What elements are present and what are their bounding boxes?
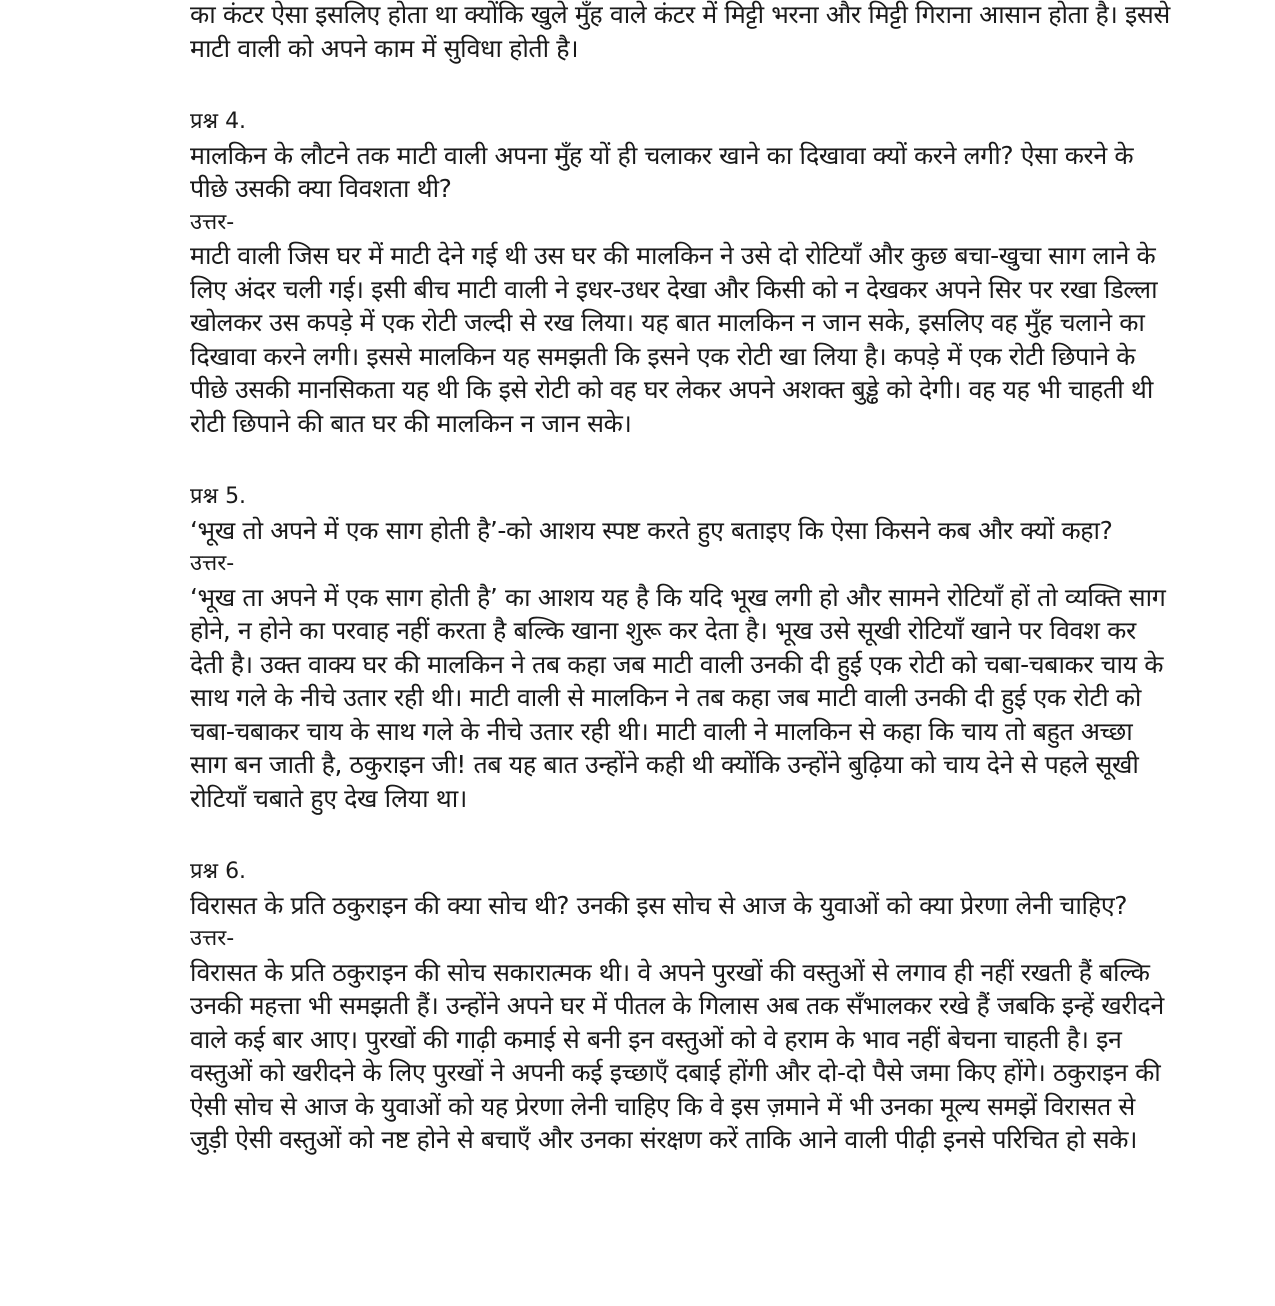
answer-text: ‘भूख ता अपने में एक साग होती है’ का आशय यह है कि यदि भूख लगी हो और सामने रोटियाँ हों तो व्यक्ति साग होने, न होने का परवाह नहीं करता है बल्कि खाना शुरू कर देता है। भूख उसे सूखी रोटियाँ खाने पर विवश कर देती है। उक्त वाक्य घर की मालकिन ने तब कहा जब माटी वाली उनकी दी हुई एक रोटी को चबा-चबाकर चाय के साथ गले के नीचे उतार रही थी। माटी वाली से मालकिन ने तब कहा जब माटी वाली उनकी दी हुई एक रोटी को चबा-चबाकर चाय के साथ गले के नीचे उतार रही थी। माटी वाली ने मालकिन से कहा कि चाय तो बहुत अच्छा साग बन जाती है, ठकुराइन जी! तब यह बात उन्होंने कही थी क्योंकि उन्होंने बुढ़िया को चाय देने से पहले सूखी रोटियाँ चबाते हुए देख लिया था। [190,582,1166,813]
question-number: प्रश्न 4. [190,109,247,134]
question-text: ‘भूख तो अपने में एक साग होती है’-को आशय स्पष्ट करते हुए बताइए कि ऐसा किसने कब और क्यों कहा? [190,515,1113,545]
question-number: प्रश्न 6. [190,859,247,884]
question-text: मालकिन के लौटने तक माटी वाली अपना मुँह यों ही चलाकर खाने का दिखावा क्यों करने लगी? ऐसा करने के पीछे उसकी क्या विवशता थी? [190,140,1134,203]
answer-text: विरासत के प्रति ठकुराइन की सोच सकारात्मक थी। वे अपने पुरखों की वस्तुओं से लगाव ही नहीं रखती हैं बल्कि उनकी महत्ता भी समझती हैं। उन्होंने अपने घर में पीतल के गिलास अब तक सँभालकर रखे हैं जबकि इन्हें खरीदने वाले कई बार आए। पुरखों की गाढ़ी कमाई से बनी इन वस्तुओं को वे हराम के भाव नहीं बेचना चाहती है। इन वस्तुओं को खरीदने के लिए पुरखों ने अपनी कई इच्छाएँ दबाई होंगी और दो-दो पैसे जमा किए होंगे। ठकुराइन की ऐसी सोच से आज के युवाओं को यह प्रेरणा लेनी चाहिए कि वे इस ज़माने में भी उनका मूल्य समझें विरासत से जुड़ी ऐसी वस्तुओं को नष्ट होने से बचाएँ और उनका संरक्षण करें ताकि आने वाली पीढ़ी इनसे परिचित हो सके। [190,957,1164,1154]
answer-label: उत्तर- [190,926,235,951]
question-block-4 [190,105,1170,440]
document-page [190,0,1170,1157]
question-block-5 [190,480,1170,815]
answer-text: माटी वाली जिस घर में माटी देने गई थी उस घर की मालकिन ने उसे दो रोटियाँ और कुछ बचा-खुचा साग लाने के लिए अंदर चली गई। इसी बीच माटी वाली ने इधर-उधर देखा और किसी को न देखकर अपने सिर पर रखा डिल्ला खोलकर उस कपड़े में एक रोटी जल्दी से रख लिया। यह बात मालकिन न जान सके, इसलिए वह मुँह चलाने का दिखावा करने लगी। इससे मालकिन यह समझती कि इसने एक रोटी खा लिया है। कपड़े में एक रोटी छिपाने के पीछे उसकी मानसिकता यह थी कि इसे रोटी को वह घर लेकर अपने अशक्त बुड्ढे को देगी। वह यह भी चाहती थी रोटी छिपाने की बात घर की मालकिन न जान सके। [190,241,1158,438]
intro-paragraph: का कंटर ऐसा इसलिए होता था क्योंकि खुले मुँह वाले कंटर में मिट्टी भरना और मिट्टी गिराना आसान होता है। इससे माटी वाली को अपने काम में सुविधा होती है। [190,0,1170,63]
answer-label: उत्तर- [190,209,235,235]
question-text: विरासत के प्रति ठकुराइन की क्या सोच थी? उनकी इस सोच से आज के युवाओं को क्या प्रेरणा लेनी चाहिए? [190,890,1128,920]
answer-label: उत्तर- [190,551,235,576]
question-number: प्रश्न 5. [190,484,247,509]
question-block-6 [190,855,1170,1157]
